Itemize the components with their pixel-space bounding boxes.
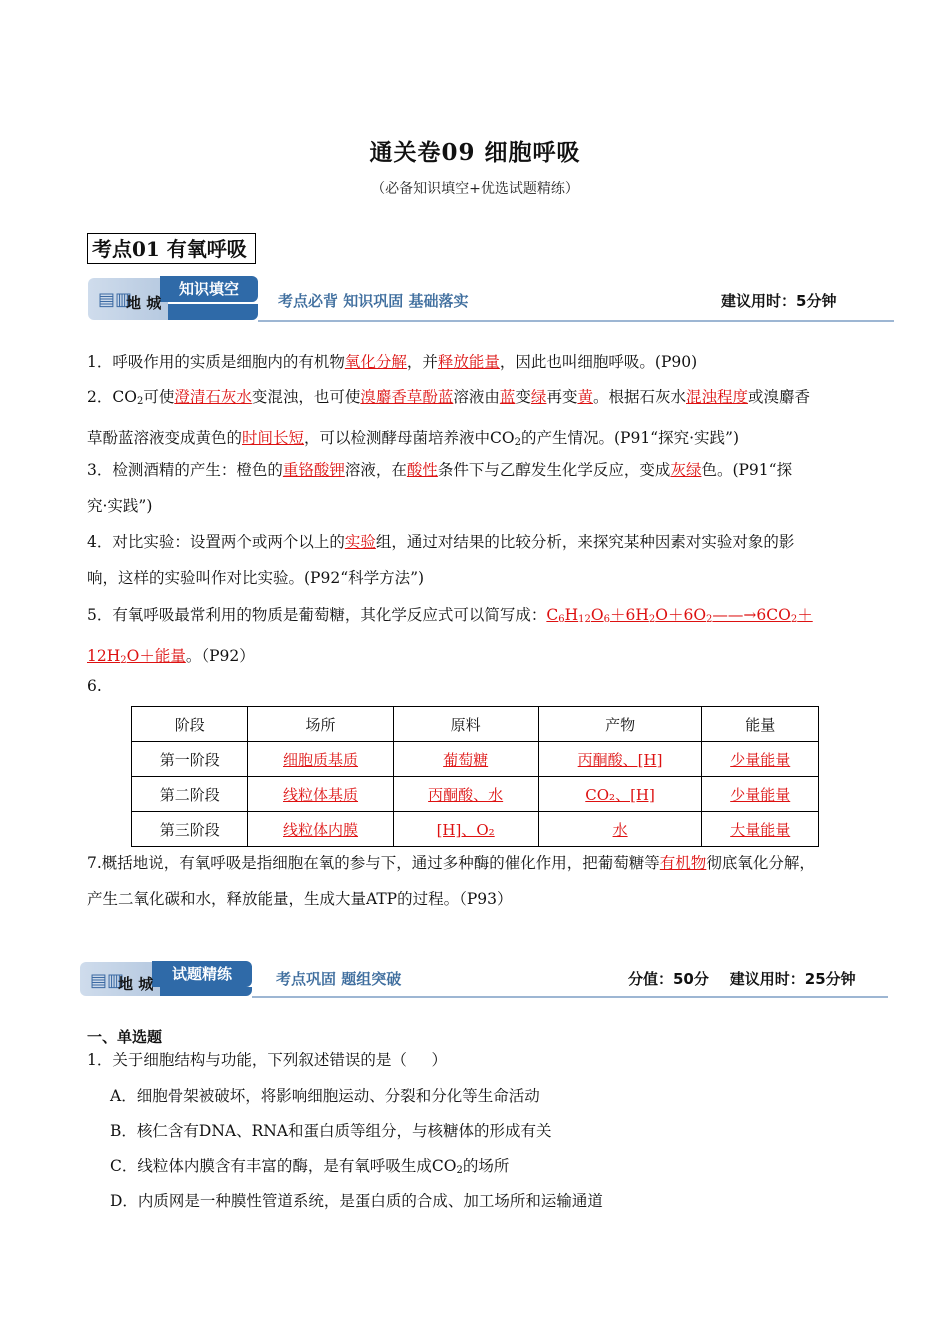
table-row [132,777,819,812]
banner-rule [258,320,894,322]
table-row [132,742,819,777]
table-cell: 细胞质基质 [248,742,393,777]
table-cell: 第二阶段 [132,777,248,812]
item-4: 4．对比实验：设置两个或两个以上的实验组，通过对结果的比较分析，来探究某种因素对实验对象的影 响，这样的实验叫作对比实验。(P92“科学方法”) [87,533,795,587]
table-header-cell: 原料 [393,707,538,742]
table-cell: CO₂、[H] [538,777,702,812]
page-title: 通关卷09 细胞呼吸 [369,139,581,166]
table-header-cell: 产物 [538,707,702,742]
option-b[interactable]: B．核仁含有DNA、RNA和蛋白质等组分，与核糖体的形成有关 [110,1122,552,1140]
banner-city-label: 地 城 [118,975,154,993]
banner-time: 建议用时：5分钟 [721,292,837,310]
table-cell: 第一阶段 [132,742,248,777]
table-cell: 葡萄糖 [393,742,538,777]
table-header-row [132,707,819,742]
question-1: 1．关于细胞结构与功能，下列叙述错误的是（ ） [87,1051,447,1069]
table-cell: 丙酮酸、[H] [538,742,702,777]
item-5: 5．有氧呼吸最常利用的物质是葡萄糖，其化学反应式可以简写成：$C_6H_{12}O_6+6H_2O+6O_2——\to 6CO_2+$ $12H_2O+$能量。（P92） [87,606,813,666]
table-cell: 线粒体内膜 [248,812,393,847]
option-d[interactable]: D．内质网是一种膜性管道系统，是蛋白质的合成、加工场所和运输通道 [110,1192,603,1210]
table-cell: 丙酮酸、水 [393,777,538,812]
table-cell: 少量能量 [702,742,819,777]
banner-score-time: 分值：50分 建议用时：25分钟 [628,970,856,988]
item-7: 7.概括地说，有氧呼吸是指细胞在氧的参与下，通过多种酶的催化作用，把葡萄糖等有机物彻底氧化分解， 产生二氧化碳和水，释放能量，生成大量ATP的过程。（P93） [87,854,815,908]
item-2: 2．$CO_2$可使澄清石灰水变混浊，也可使溴麝香草酚蓝溶液由蓝变绿再变黄。根据石灰水混浊程度或溴麝香 草酚蓝溶液变成黄色的时间长短，可以检测酵母菌培养液中$CO_2$的产生情况。(P91“探究·实践”) [87,388,811,448]
table-cell: [H]、O₂ [393,812,538,847]
table-cell: 大量能量 [702,812,819,847]
book-icon: ▤▥ [90,970,125,991]
section-heading: 考点01 有氧呼吸 [87,233,256,264]
banner-tab-label: 试题精练 [152,961,252,987]
table-header-cell: 能量 [702,707,819,742]
table-header-cell: 阶段 [132,707,248,742]
respiration-stages-table [131,706,819,847]
banner-subtitle: 考点必背 知识巩固 基础落实 [278,292,469,310]
table-cell: 少量能量 [702,777,819,812]
page-subtitle: （必备知识填空+优选试题精练） [371,181,579,197]
banner-tab-lower [168,304,258,320]
banner-subtitle: 考点巩固 题组突破 [276,970,402,988]
item-6-number: 6. [87,677,102,695]
item-3: 3．检测酒精的产生：橙色的重铬酸钾溶液，在酸性条件下与乙醇发生化学反应，变成灰绿色。(P91“探 究·实践”) [87,461,793,515]
banner-tab-lower [160,987,252,996]
table-row [132,812,819,847]
option-a[interactable]: A．细胞骨架被破坏，将影响细胞运动、分裂和分化等生命活动 [110,1087,540,1105]
option-c[interactable]: C．线粒体内膜含有丰富的酶，是有氧呼吸生成$CO_2$的场所 [110,1157,510,1176]
item-1: 1．呼吸作用的实质是细胞内的有机物氧化分解，并释放能量，因此也叫细胞呼吸。(P90) [87,353,698,371]
banner-rule [252,996,888,998]
table-cell: 线粒体基质 [248,777,393,812]
table-cell: 第三阶段 [132,812,248,847]
table-header-cell: 场所 [248,707,393,742]
book-icon: ▤▥ [98,289,133,310]
quiz-section-title: 一、单选题 [87,1028,163,1046]
banner-city-label: 地 城 [126,294,162,312]
banner-tab-label: 知识填空 [160,276,258,302]
table-cell: 水 [538,812,702,847]
